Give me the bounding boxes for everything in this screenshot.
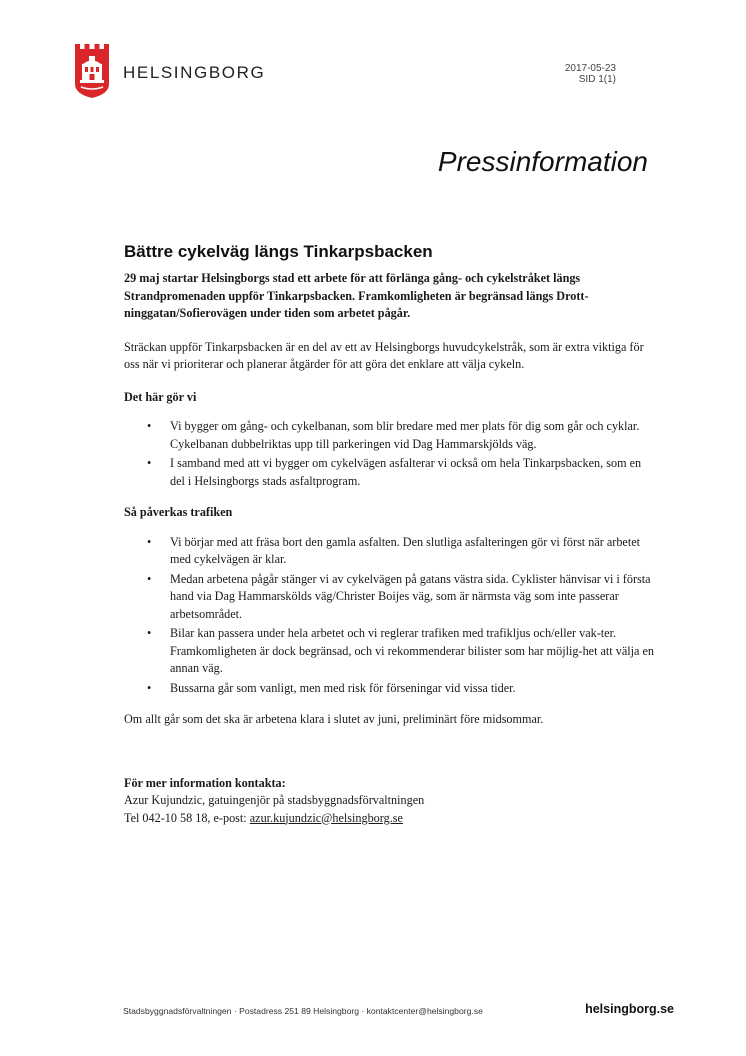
- list-item: • Bilar kan passera under hela arbetet och vi reglerar trafiken med trafikljus och/eller vak-ter. Framkomligheten är dock begränsad, och vi rekommenderar bilister som har möjlig-het att välja en annan väg.: [147, 626, 654, 675]
- bullet-icon: •: [147, 571, 152, 586]
- contact-block: [124, 775, 654, 828]
- footer-address: Stadsbyggnadsförvaltningen · Postadress 251 89 Helsingborg · kontaktcenter@helsingborg.se: [123, 1006, 483, 1016]
- list-item: • Medan arbetena pågår stänger vi av cykelvägen på gatans västra sida. Cyklister hänvisar vi i första hand via Dag Hammarskölds väg/Christer Boijes väg, som är närmsta väg som inte passerar arbetsområdet.: [147, 571, 651, 621]
- helsingborg-crest-logo: [75, 44, 109, 98]
- contact-heading: För mer information kontakta:: [124, 775, 286, 790]
- list-item: • Vi bygger om gång- och cykelbanan, som blir bredare med mer plats för dig som går och cyklar. Cykelbanan dubbelriktas upp till parkeringen vid Dag Hammarskjölds väg.: [147, 419, 640, 451]
- contact-email-link[interactable]: azur.kujundzic@helsingborg.se: [249, 810, 403, 825]
- list-item: • Vi börjar med att fräsa bort den gamla asfalten. Den slutliga asfalteringen gör vi först när arbetet med cykelvägen är klar.: [147, 534, 641, 566]
- contact-name: Azur Kujundzic, gatuingenjör på stadsbyggnadsförvaltningen: [124, 793, 425, 807]
- article-intro: Sträckan uppför Tinkarpsbacken är en del av ett av Helsingborgs huvudcykelstråk, som är extra viktiga för oss när vi prioriterar och planerar åtgärder för att göra det enklare att välja cykeln.: [124, 339, 644, 371]
- bullet-icon: •: [147, 456, 152, 470]
- list-item: • Bussarna går som vanligt, men med risk för förseningar vid vissa tider.: [170, 680, 654, 698]
- article: [124, 242, 654, 827]
- article-title: Bättre cykelväg längs Tinkarpsbacken: [124, 242, 433, 261]
- page-number: SID 1(1): [578, 74, 616, 85]
- work-list: [124, 418, 654, 490]
- document-meta: [565, 63, 616, 85]
- document-date: 2017-05-23: [564, 63, 616, 74]
- bullet-icon: •: [147, 626, 152, 640]
- article-lead: 29 maj startar Helsingborgs stad ett arbete för att förlänga gång- och cykelstråket längs Strandpromenaden uppför Tinkarpsbacken. Framkomligheten är begränsad längs Drott-ninggatan/Sofierovägen under tiden som arbetet pågår.: [124, 271, 589, 320]
- contact-phone-line: [124, 810, 654, 828]
- bullet-icon: •: [147, 419, 152, 433]
- section-heading-traffic: Så påverkas trafiken: [124, 505, 233, 519]
- contact-phone: Tel 042-10 58 18, e-post:: [124, 810, 250, 825]
- bullet-icon: •: [147, 680, 152, 695]
- traffic-list: [124, 534, 654, 698]
- document-type: Pressinformation: [437, 146, 648, 177]
- footer-site: helsingborg.se: [585, 1002, 674, 1016]
- article-closing: Om allt går som det ska är arbetena klara i slutet av juni, preliminärt före midsommar.: [124, 712, 544, 726]
- bullet-icon: •: [147, 534, 152, 549]
- list-item: • I samband med att vi bygger om cykelvägen asfalterar vi också om hela Tinkarpsbacken, som en del i Helsingborgs stads asfaltprogram.: [147, 456, 642, 488]
- section-heading-work: Det här gör vi: [124, 389, 197, 404]
- brand-name: HELSINGBORG: [123, 63, 266, 82]
